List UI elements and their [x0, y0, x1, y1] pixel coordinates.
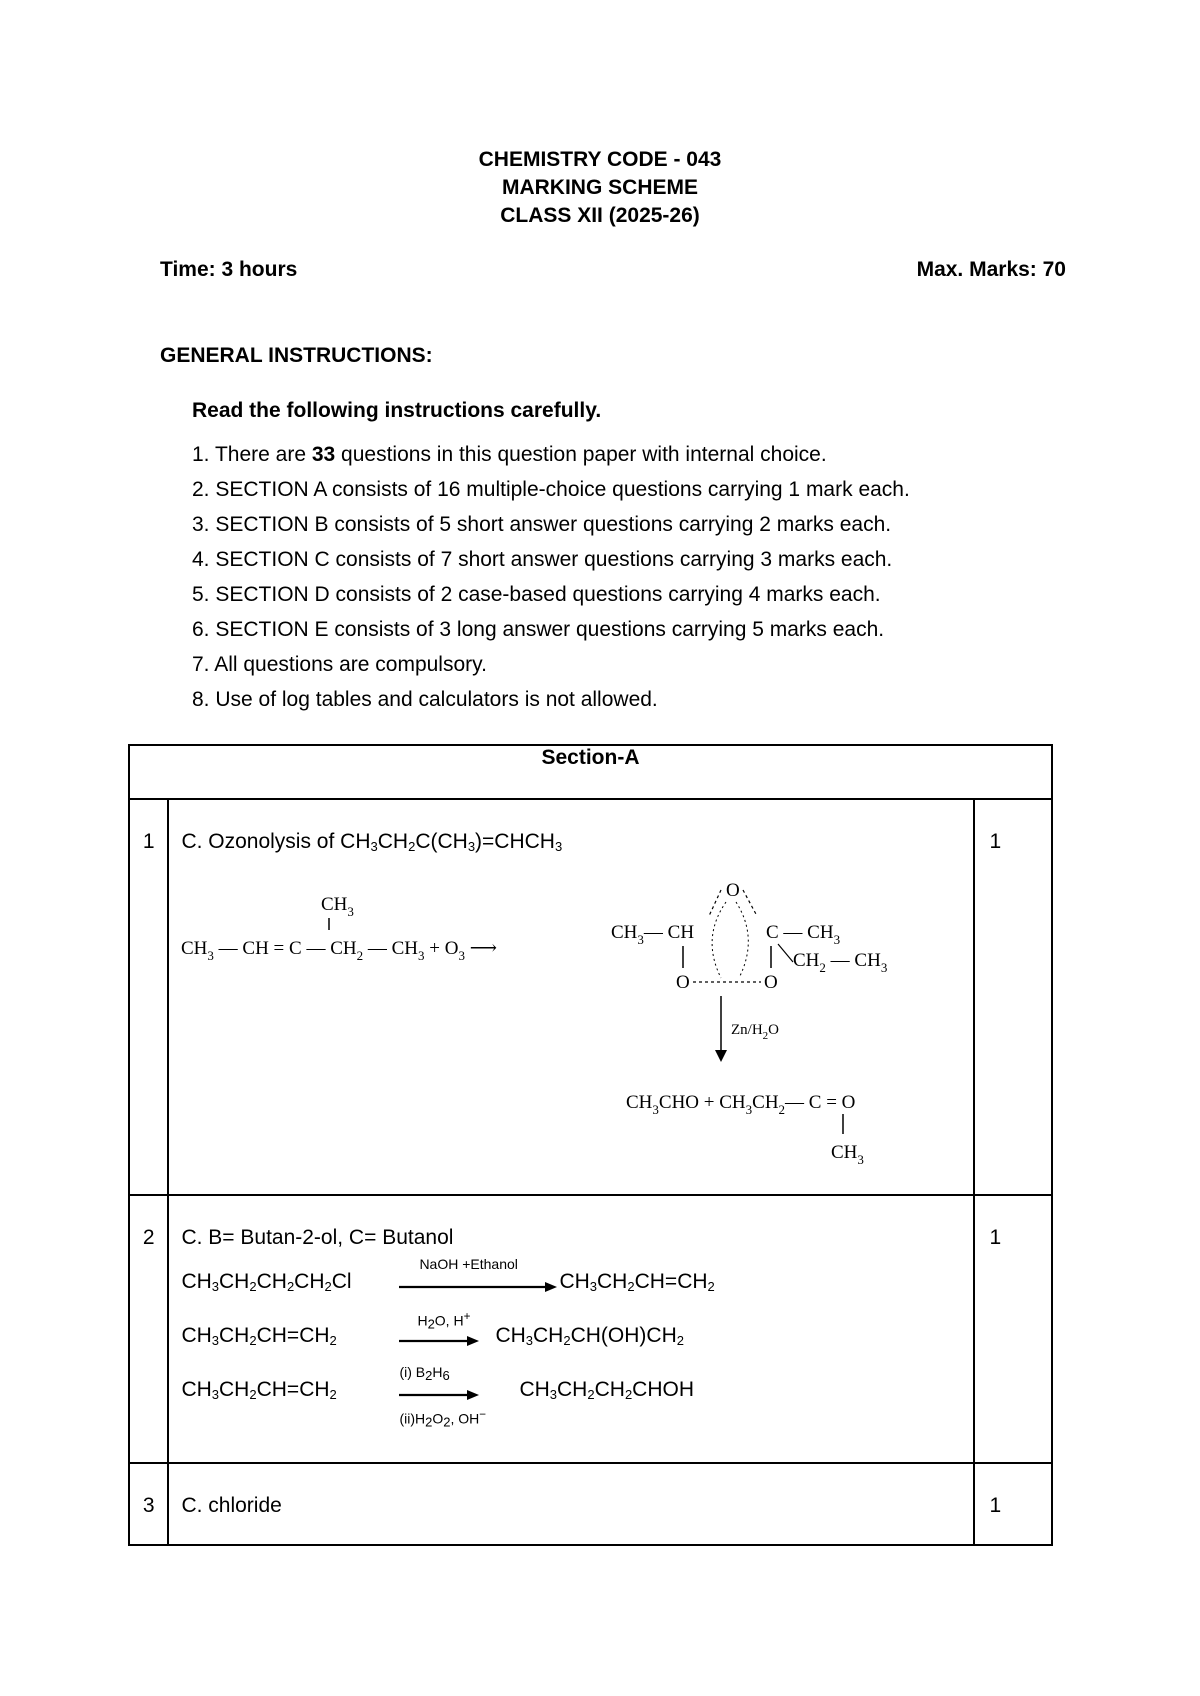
- marking-scheme-table: [128, 744, 1053, 1546]
- question-number: 3: [129, 1463, 168, 1545]
- eq2-reactant: $CH_3CH_2CH=CH_2$: [181, 1324, 337, 1348]
- eq2-product: $CH_3CH_2CH(OH)CH_2$: [495, 1324, 684, 1348]
- time-allowed: Time: 3 hours: [160, 258, 298, 281]
- ozonide-left-oxygen: O: [676, 972, 691, 993]
- table-row: [129, 1463, 1052, 1545]
- ozonide-ethyl: $CH_2$ — $CH_3$: [793, 950, 888, 975]
- section-title: Section-A: [129, 745, 1052, 799]
- reaction-arrow-icon: [399, 1280, 559, 1294]
- ozonolysis-diagram: [181, 868, 961, 1168]
- eq3-condition-bottom: $(ii)H_2O_2$, OH−: [399, 1408, 487, 1430]
- products-formula: $CH_3CHO$ + $CH_3CH_2—$ C = O: [626, 1092, 856, 1117]
- eq1-condition: NaOH +Ethanol: [419, 1256, 518, 1272]
- eq1-reactant: $CH_3CH_2CH_2CH_2Cl$: [181, 1270, 352, 1294]
- instructions-list: [192, 437, 910, 717]
- eq3-condition-top: (i) $B_2H_6$: [399, 1364, 450, 1383]
- marks-cell: 1: [974, 1195, 1052, 1463]
- answer-text: C. B= Butan-2-ol, C= Butanol: [181, 1226, 454, 1249]
- max-marks: Max. Marks: 70: [916, 258, 1066, 281]
- general-instructions-heading: GENERAL INSTRUCTIONS:: [160, 344, 433, 367]
- answer-cell: [168, 1195, 974, 1463]
- instruction-item: 3. SECTION B consists of 5 short answer questions carrying 2 marks each.: [192, 513, 892, 536]
- answer-text: C. Ozonolysis of $CH_3CH_2C(CH_3)=CHCH_3$: [181, 830, 563, 854]
- eq1-product: $CH_3CH_2CH=CH_2$: [559, 1270, 715, 1294]
- header-title: MARKING SCHEME: [501, 176, 698, 199]
- eq2-condition: $H_2O$, H+: [417, 1310, 471, 1332]
- reactant-methyl-label: $CH_3$: [321, 894, 355, 919]
- eq3-product: $CH_3CH_2CH_2CHOH$: [519, 1378, 695, 1402]
- reaction-arrow-icon: [399, 1334, 481, 1348]
- instruction-item: 4. SECTION C consists of 7 short answer questions carrying 3 marks each.: [192, 548, 893, 571]
- instruction-item: 8. Use of log tables and calculators is not allowed.: [192, 688, 658, 711]
- question-number: 1: [129, 799, 168, 1195]
- read-instructions-heading: Read the following instructions carefully.: [192, 399, 602, 422]
- section-header-row: [129, 745, 1052, 799]
- reaction-equation-2: [181, 1310, 961, 1383]
- marks-cell: 1: [974, 799, 1052, 1195]
- reaction-equation-1: [181, 1256, 961, 1324]
- instruction-item: 6. SECTION E consists of 3 long answer questions carrying 5 marks each.: [192, 618, 885, 641]
- reactant-formula: $CH_3$ — CH = C — $CH_2$ — $CH_3 + O_3$ ⟶: [181, 938, 498, 963]
- ozonide-left-methyl: $CH_3—$ CH: [611, 922, 695, 947]
- table-row: [129, 1195, 1052, 1463]
- ozonide-top-oxygen: O: [726, 880, 741, 901]
- product-methyl: $CH_3$: [831, 1142, 865, 1167]
- instruction-item: 1. There are 33 questions in this question paper with internal choice.: [192, 443, 827, 466]
- ozonide-right-oxygen: O: [764, 972, 779, 993]
- question-number: 2: [129, 1195, 168, 1463]
- marks-cell: 1: [974, 1463, 1052, 1545]
- reaction-arrow-icon: [399, 1388, 481, 1402]
- ozonide-right-carbon: C — $CH_3$: [766, 922, 841, 947]
- document-header: [0, 146, 1200, 230]
- instruction-item: 7. All questions are compulsory.: [192, 653, 487, 676]
- reaction-equation-3: [181, 1364, 961, 1432]
- eq3-reactant: $CH_3CH_2CH=CH_2$: [181, 1378, 337, 1402]
- instruction-item: 5. SECTION D consists of 2 case-based questions carrying 4 marks each.: [192, 583, 881, 606]
- table-row: [129, 799, 1052, 1195]
- header-code: CHEMISTRY CODE - 043: [478, 148, 722, 171]
- answer-cell: C. chloride: [168, 1463, 974, 1545]
- header-class: CLASS XII (2025-26): [500, 204, 700, 227]
- instruction-item: 2. SECTION A consists of 16 multiple-choice questions carrying 1 mark each.: [192, 478, 910, 501]
- answer-cell: [168, 799, 974, 1195]
- reagent-label: $Zn/H_2O$: [731, 1022, 780, 1042]
